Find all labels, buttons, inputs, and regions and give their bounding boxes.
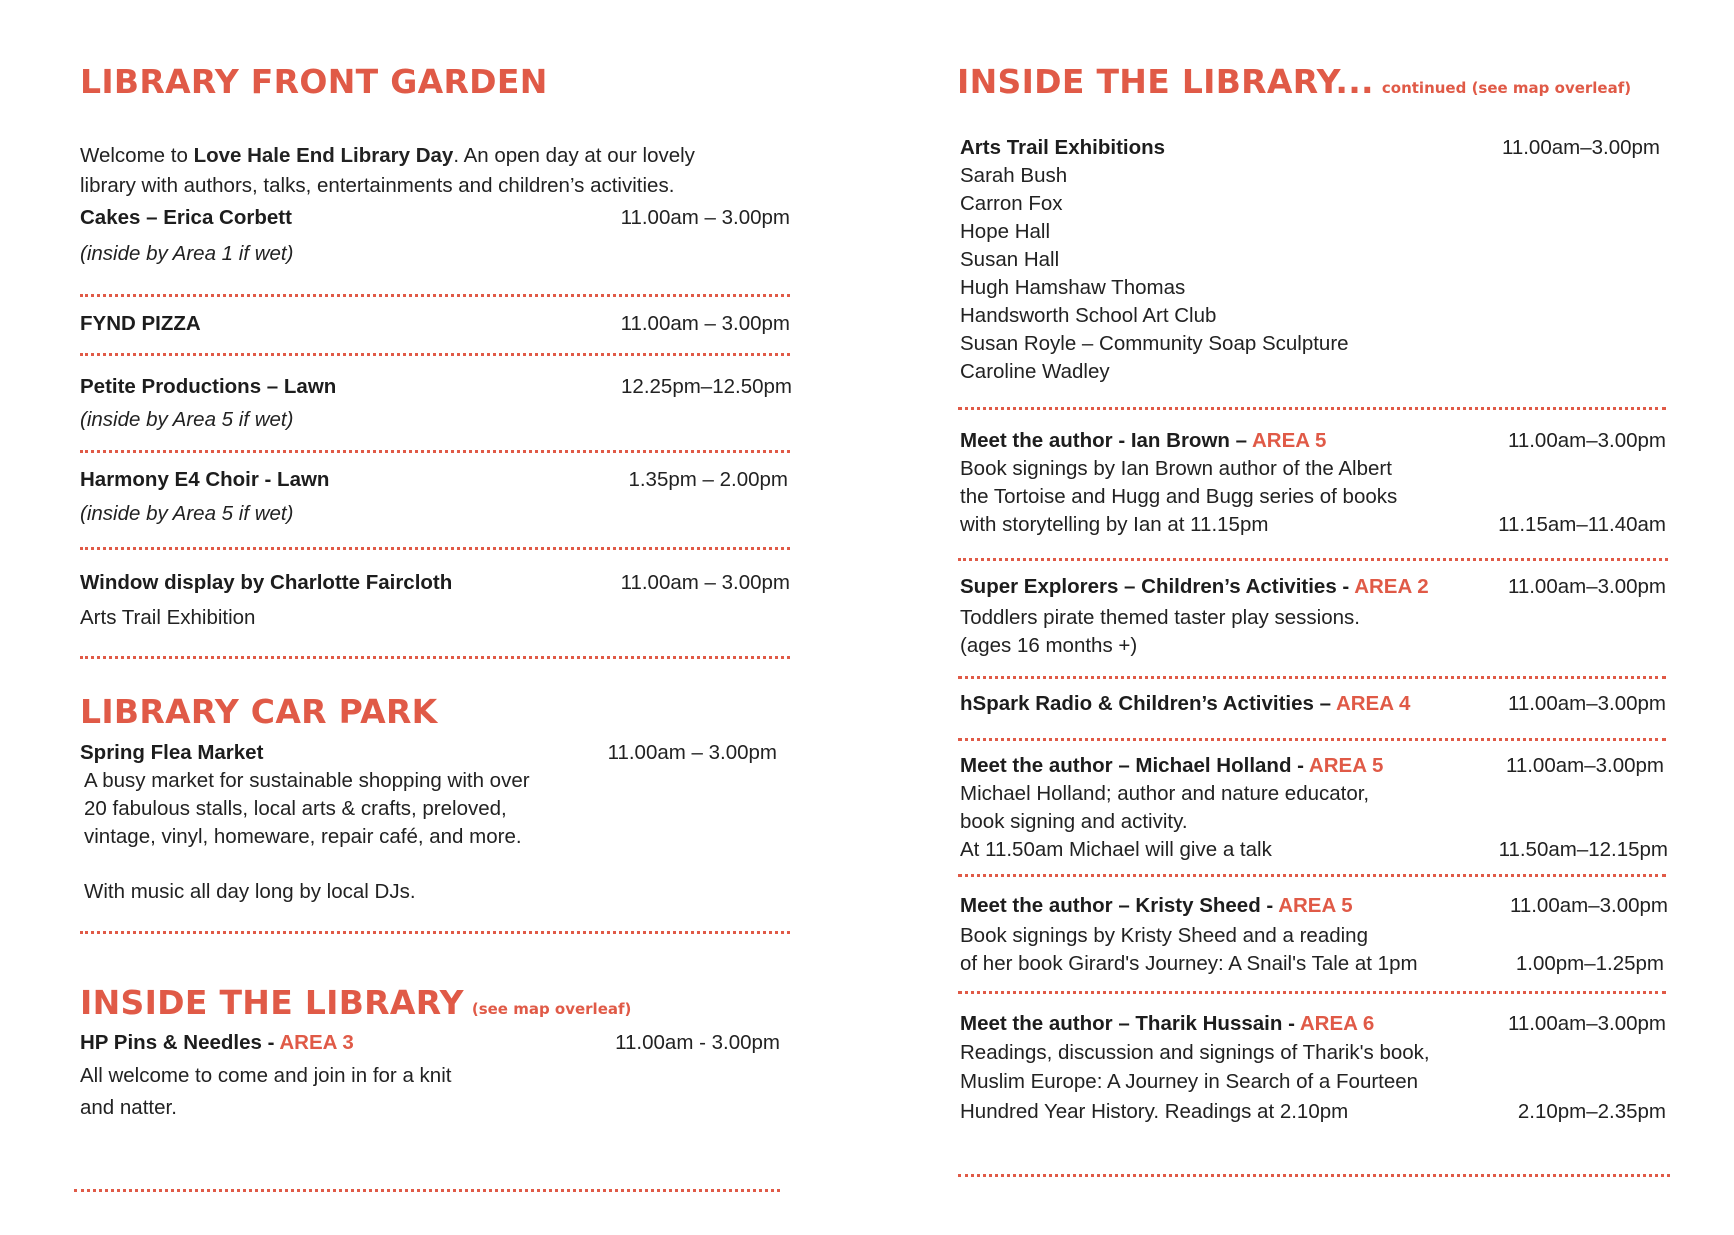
event-desc-line: A busy market for sustainable shopping with over [84,769,530,792]
artist-name: Susan Royle – Community Soap Sculpture [960,332,1349,355]
event-desc-line: of her book Girard's Journey: A Snail's Tale at 1pm [960,952,1418,975]
event-title: Meet the author - Ian Brown – AREA 5 [960,429,1327,452]
event-desc-line: and natter. [80,1096,177,1119]
artist-name: Carron Fox [960,192,1063,215]
event-time: 12.25pm–12.50pm [621,375,792,398]
dotted-divider [958,1174,1670,1177]
dotted-divider [80,547,790,550]
event-title: Spring Flea Market [80,741,264,764]
dotted-divider [958,874,1666,877]
event-time: 11.00am–3.00pm [1507,1012,1666,1035]
intro-prefix: Welcome to [80,144,194,167]
event-title: Harmony E4 Choir - Lawn [80,468,330,491]
event-hspark-radio [960,690,1666,718]
event-desc-line: Hundred Year History. Readings at 2.10pm [960,1100,1349,1123]
artist-name: Caroline Wadley [960,360,1110,383]
event-subtitle: Arts Trail Exhibition [80,606,256,629]
inside-heading-text: INSIDE THE LIBRARY [80,983,464,1022]
event-title: hSpark Radio & Children’s Activities – AREA 4 [960,692,1411,715]
event-time: 11.00am - 3.00pm [615,1031,780,1054]
area-label: AREA 2 [1354,575,1429,598]
event-desc-line: (ages 16 months +) [960,634,1138,657]
event-note: (inside by Area 5 if wet) [80,408,294,431]
intro-line-2: library with authors, talks, entertainments and children’s activities. [80,174,675,197]
event-desc-line: Readings, discussion and signings of Tharik's book, [960,1041,1430,1064]
event-tharik-hussain [960,1010,1666,1126]
event-desc-line: Toddlers pirate themed taster play sessions. [960,606,1360,629]
artist-name: Hope Hall [960,220,1051,243]
event-time: 11.00am–3.00pm [1507,429,1666,452]
dotted-divider [80,353,790,356]
dotted-divider [80,656,790,659]
car-park-heading: LIBRARY CAR PARK [80,692,438,731]
intro-event-name: Love Hale End Library Day [193,144,454,167]
event-time: 11.00am–3.00pm [1505,754,1664,777]
event-time: 11.00am – 3.00pm [620,571,790,594]
event-desc-line: All welcome to come and join in for a knit [80,1064,452,1087]
inside-continued-heading-text: INSIDE THE LIBRARY... [957,62,1374,101]
dotted-divider [74,1189,780,1192]
event-desc-line: Book signings by Ian Brown author of the Albert [960,457,1392,480]
artist-name: Sarah Bush [960,164,1068,187]
event-kristy-sheed [960,892,1668,978]
event-title: Cakes – Erica Corbett [80,206,292,229]
event-cakes [80,204,790,268]
inside-continued-heading-note: continued (see map overleaf) [1381,79,1632,97]
area-label: AREA 3 [279,1031,354,1054]
event-desc-line: the Tortoise and Hugg and Bugg series of books [960,485,1398,508]
intro-suffix: . An open day at our lovely [453,144,695,167]
event-time: 1.35pm – 2.00pm [628,468,788,491]
event-desc-line: Michael Holland; author and nature educator, [960,782,1370,805]
event-desc-line: with storytelling by Ian at 11.15pm [960,513,1269,536]
event-ian-brown [960,427,1666,539]
area-label: AREA 5 [1278,894,1353,917]
event-fynd-pizza [80,310,790,338]
event-time: 11.00am – 3.00pm [607,741,777,764]
dotted-divider [958,407,1666,410]
event-flea-market [80,739,777,906]
event-desc-line: At 11.50am Michael will give a talk [960,838,1272,861]
event-desc-line: book signing and activity. [960,810,1188,833]
event-title: Petite Productions – Lawn [80,375,337,398]
inside-heading-note: (see map overleaf) [471,1000,632,1018]
event-title: Meet the author – Kristy Sheed - AREA 5 [960,894,1353,917]
event-note: (inside by Area 5 if wet) [80,502,294,525]
artist-name: Handsworth School Art Club [960,304,1217,327]
session-time: 1.00pm–1.25pm [1515,952,1664,975]
event-time: 11.00am–3.00pm [1501,136,1660,159]
session-time: 2.10pm–2.35pm [1517,1100,1666,1123]
area-label: AREA 5 [1308,754,1384,777]
event-desc-line: Book signings by Kristy Sheed and a reading [960,924,1368,947]
event-title: Arts Trail Exhibitions [960,136,1166,159]
area-label: AREA 6 [1299,1012,1375,1035]
dotted-divider [80,294,790,297]
event-desc-line: Muslim Europe: A Journey in Search of a Fourteen [960,1070,1419,1093]
event-desc-line: 20 fabulous stalls, local arts & crafts, preloved, [84,797,507,820]
event-title: Meet the author – Tharik Hussain - AREA 6 [960,1012,1375,1035]
event-petite-productions [80,373,792,434]
event-time: 11.00am–3.00pm [1507,575,1666,598]
event-note: (inside by Area 1 if wet) [80,242,294,265]
event-time: 11.00am–3.00pm [1509,894,1668,917]
event-michael-holland [960,752,1668,864]
event-desc-line: vintage, vinyl, homeware, repair café, and more. [84,825,522,848]
dotted-divider [80,931,790,934]
event-time: 11.00am – 3.00pm [620,206,790,229]
dotted-divider [958,738,1666,741]
artist-name: Susan Hall [960,248,1060,271]
event-arts-trail [960,134,1660,386]
event-extra-line: With music all day long by local DJs. [84,880,416,903]
inside-heading [80,983,631,1022]
area-label: AREA 4 [1335,692,1411,715]
intro-paragraph [80,141,800,201]
event-title: Window display by Charlotte Faircloth [80,571,453,594]
event-window-display [80,569,790,632]
dotted-divider [80,450,790,453]
event-super-explorers [960,573,1666,660]
event-title: HP Pins & Needles - AREA 3 [80,1031,354,1054]
event-time: 11.00am–3.00pm [1507,692,1666,715]
event-title: Super Explorers – Children’s Activities - AREA 2 [960,575,1429,598]
event-time: 11.00am – 3.00pm [620,312,790,335]
session-time: 11.15am–11.40am [1498,513,1666,536]
dotted-divider [958,991,1666,994]
area-label: AREA 5 [1251,429,1327,452]
event-harmony-choir [80,466,788,528]
front-garden-heading: LIBRARY FRONT GARDEN [80,62,548,101]
artist-name: Hugh Hamshaw Thomas [960,276,1186,299]
event-title: Meet the author – Michael Holland - AREA 5 [960,754,1384,777]
event-title: FYND PIZZA [80,312,201,335]
session-time: 11.50am–12.15pm [1498,838,1668,861]
dotted-divider [958,676,1666,679]
inside-continued-heading [957,62,1631,101]
event-pins-needles [80,1029,780,1122]
dotted-divider [958,558,1668,561]
